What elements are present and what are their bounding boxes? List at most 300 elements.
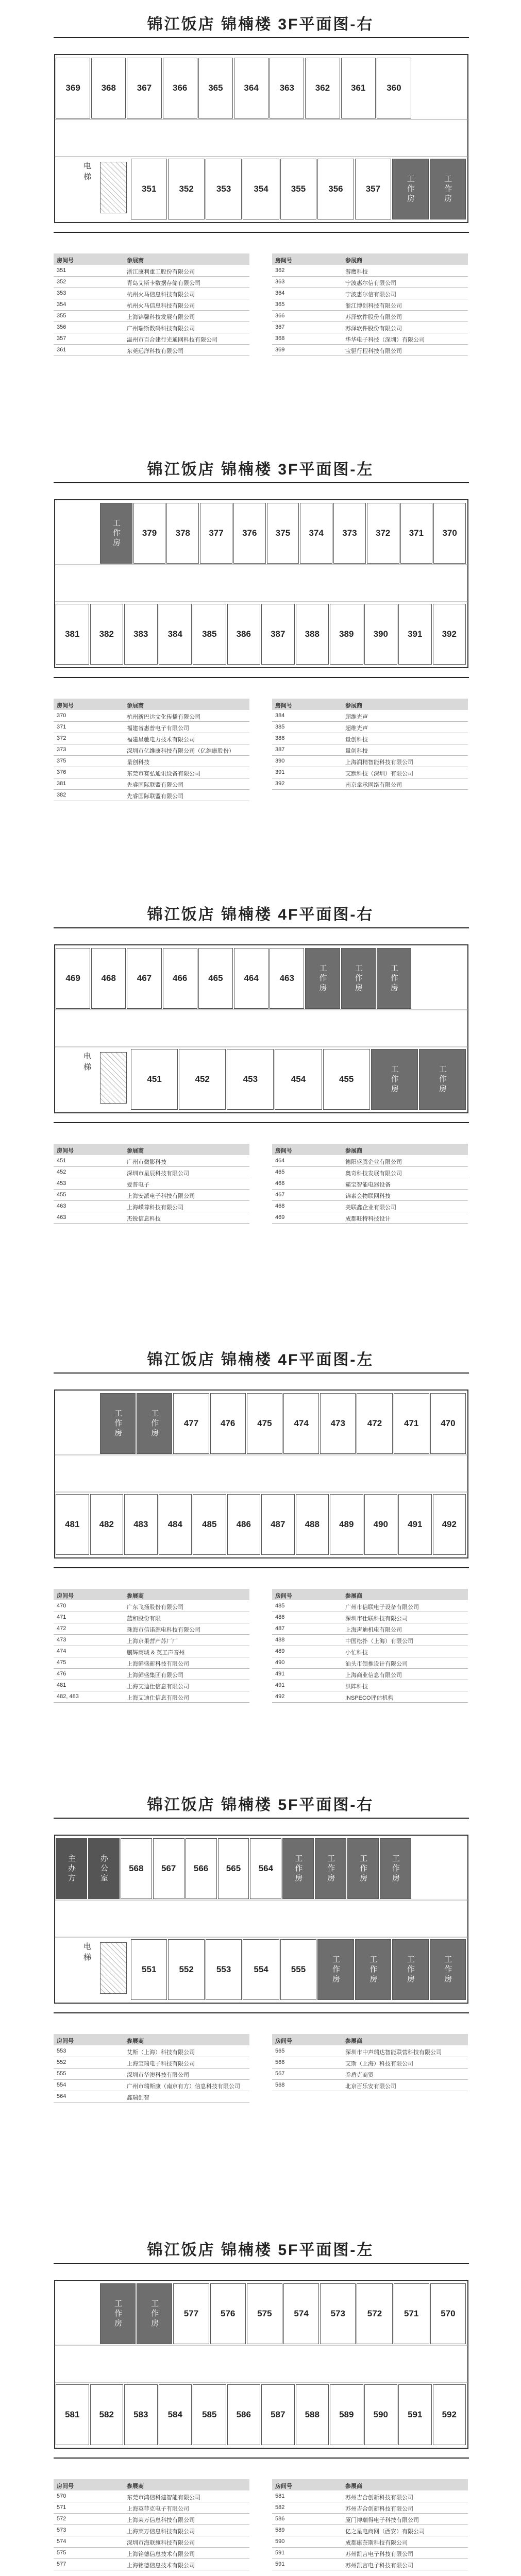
room-377: 377: [200, 503, 232, 564]
table-row: [54, 276, 249, 288]
room-355: 355: [280, 159, 316, 219]
room-number: 570: [57, 2493, 66, 2499]
room-number: 472: [57, 1625, 66, 1632]
room-376: 376: [233, 503, 266, 564]
exhibitor-name: 厦门博瑞得电子科技有限公司: [345, 2517, 419, 2523]
header-exhibitor: 参展商: [127, 1593, 144, 1599]
table-row: [54, 733, 249, 744]
table-row: [272, 755, 468, 767]
floor-plan: [54, 499, 469, 669]
room-number: 375: [57, 758, 66, 764]
table-row: [54, 767, 249, 778]
room-490: 490: [364, 1494, 398, 1555]
room-number: 553: [57, 2048, 66, 2054]
room-474: 474: [283, 1393, 319, 1454]
table-row: [272, 2502, 468, 2514]
exhibitor-name: 广州市信联电子设备有限公司: [345, 1604, 419, 1611]
room-573: 573: [320, 2283, 356, 2344]
exhibitor-name: 超维光声: [345, 714, 368, 720]
room-number: 474: [57, 1648, 66, 1654]
room-391: 391: [398, 604, 432, 665]
room-583: 583: [124, 2384, 158, 2445]
exhibitor-name: 乔盾克商贸: [345, 2072, 374, 2078]
room-364: 364: [234, 58, 268, 118]
exhibitor-name: 苏州凯言电子科技有限公司: [345, 2563, 413, 2569]
exhibitor-name: 上海艾迪仕信息有限公司: [127, 1684, 189, 1690]
floor-plan: [54, 1389, 469, 1559]
section-title: 锦江饭店 锦楠楼 4F平面图-右: [147, 906, 374, 923]
room-number: 463: [57, 1203, 66, 1209]
room-number: 351: [57, 267, 66, 274]
exhibitor-name: 蓝和股份有限: [127, 1616, 161, 1622]
room-375: 375: [267, 503, 299, 564]
room-483: 483: [124, 1494, 158, 1555]
table-row: [272, 778, 468, 790]
table-row: [54, 1680, 249, 1691]
room-number: 382: [57, 792, 66, 798]
room-number: 467: [275, 1192, 285, 1198]
plan-rule: [54, 1122, 469, 1123]
room-number: 488: [275, 1637, 285, 1643]
room-number: 366: [275, 313, 285, 319]
room-466: 466: [163, 948, 197, 1009]
room-number: 486: [275, 1614, 285, 1620]
table-row: [54, 1155, 249, 1167]
room-367: 367: [127, 58, 161, 118]
exhibitor-name: 苏泽软件股份有限公司: [345, 314, 402, 320]
room-number: 367: [275, 324, 285, 330]
room-564: 564: [250, 1838, 281, 1899]
exhibitor-name: 上海声迪机电有限公司: [345, 1627, 402, 1633]
room-471: 471: [394, 1393, 429, 1454]
table-row: [272, 1178, 468, 1190]
room-number: 363: [275, 279, 285, 285]
exhibitor-name: 福建星驰电力技术有限公司: [127, 737, 195, 743]
table-header: [272, 2034, 468, 2045]
table-row: [272, 744, 468, 756]
room-473: 473: [320, 1393, 356, 1454]
legend-table-left: [54, 699, 249, 801]
floor-section: [0, 1781, 521, 2226]
room-379: 379: [133, 503, 166, 564]
room-number: 466: [275, 1180, 285, 1187]
exhibitor-name: 温州市百合建行光通网科技有限公司: [127, 337, 217, 343]
room-number: 554: [57, 2082, 66, 2088]
room-382: 382: [90, 604, 124, 665]
workshop-room: 工作房: [317, 1939, 354, 2000]
table-row: [272, 1691, 468, 1703]
room-number: 586: [275, 2516, 285, 2522]
table-header: [272, 2479, 468, 2490]
room-585: 585: [193, 2384, 226, 2445]
room-number: 386: [275, 735, 285, 741]
table-row: [272, 1634, 468, 1646]
room-370: 370: [433, 503, 466, 564]
exhibitor-name: 杭州新巴达文化传播有限公司: [127, 714, 200, 720]
exhibitor-name: 深圳市仕联科技有限公司: [345, 1616, 408, 1622]
exhibitor-name: 深圳市华澳科技有限公司: [127, 2072, 189, 2078]
header-room-number: 房间号: [275, 2038, 292, 2044]
exhibitor-name: 上海锦馨科技发展有限公司: [127, 314, 195, 320]
room-452: 452: [179, 1049, 226, 1110]
room-468: 468: [91, 948, 126, 1009]
title-rule: [54, 37, 469, 38]
table-row: [272, 2490, 468, 2502]
workshop-room: 工作房: [100, 1393, 136, 1454]
room-number: 471: [57, 1614, 66, 1620]
table-row: [54, 1178, 249, 1190]
header-exhibitor: 参展商: [127, 2483, 144, 2489]
room-number: 356: [57, 324, 66, 330]
elevator-label: 电梯: [82, 1052, 91, 1074]
room-566: 566: [186, 1838, 217, 1899]
table-row: [54, 1166, 249, 1178]
exhibitor-name: 福建省惠普电子有限公司: [127, 725, 189, 732]
header-exhibitor: 参展商: [345, 2038, 362, 2044]
room-451: 451: [131, 1049, 178, 1110]
floor-plan: [54, 944, 469, 1114]
room-number: 575: [57, 2550, 66, 2556]
legend-table-right: [272, 699, 468, 789]
table-row: [272, 1657, 468, 1669]
plan-rule: [54, 1567, 469, 1568]
room-467: 467: [127, 948, 161, 1009]
exhibitor-name: 广州市瑞斯康（南京有方）信息科技有限公司: [127, 2083, 240, 2090]
table-row: [272, 767, 468, 778]
title-rule: [54, 927, 469, 928]
room-378: 378: [166, 503, 199, 564]
room-number: 589: [275, 2527, 285, 2533]
room-number: 565: [275, 2048, 285, 2054]
workshop-room: 工作房: [100, 503, 132, 564]
table-row: [54, 299, 249, 311]
table-header: [54, 253, 249, 265]
exhibitor-name: 美联鑫企业有限公司: [345, 1205, 396, 1211]
workshop-room: 工作房: [137, 1393, 172, 1454]
exhibitor-name: 上海鲜盛新科技有限公司: [127, 1661, 189, 1667]
room-363: 363: [270, 58, 304, 118]
legend-table-left: [54, 2479, 249, 2570]
floor-section: [0, 0, 521, 445]
table-header: [54, 699, 249, 710]
table-row: [272, 1200, 468, 1212]
exhibitor-name: 上海鲜盛集团有限公司: [127, 1672, 183, 1679]
elevator-label: 电梯: [82, 162, 91, 183]
room-453: 453: [227, 1049, 274, 1110]
room-number: 552: [57, 2059, 66, 2065]
table-row: [54, 2524, 249, 2536]
room-number: 353: [57, 290, 66, 296]
table-row: [272, 1189, 468, 1201]
section-title: 锦江饭店 锦楠楼 5F平面图-左: [147, 2242, 374, 2259]
exhibitor-name: 青岛艾斯卡数据存储有限公司: [127, 280, 200, 286]
section-title: 锦江饭店 锦楠楼 5F平面图-右: [147, 1797, 374, 1814]
room-482: 482: [90, 1494, 124, 1555]
room-number: 365: [275, 301, 285, 308]
title-rule: [54, 2263, 469, 2264]
room-481: 481: [56, 1494, 89, 1555]
table-header: [272, 1144, 468, 1155]
floor-plan: [54, 1834, 469, 2004]
table-row: [54, 265, 249, 277]
legend-table-left: [54, 2034, 249, 2102]
legend-table-right: [272, 253, 468, 355]
floor-section: [0, 1335, 521, 1781]
table-row: [54, 755, 249, 767]
table-row: [54, 2513, 249, 2525]
room-number: 482, 483: [57, 1693, 79, 1700]
room-554: 554: [243, 1939, 279, 2000]
room-384: 384: [159, 604, 192, 665]
room-number: 573: [57, 2527, 66, 2533]
legend-table-left: [54, 1144, 249, 1223]
exhibitor-name: 东莞市鸿信科建智能有限公司: [127, 2495, 200, 2501]
section-title: 锦江饭店 锦楠楼 3F平面图-左: [147, 461, 374, 478]
exhibitor-name: 广州市微影科技: [127, 1159, 166, 1165]
legend-table-left: [54, 1589, 249, 1702]
workshop-room: 工作房: [430, 159, 466, 219]
exhibitor-name: 上海安派电子科技有限公司: [127, 1193, 195, 1199]
table-row: [272, 344, 468, 356]
exhibitor-name: 爱普电子: [127, 1182, 149, 1188]
room-381: 381: [56, 604, 89, 665]
room-455: 455: [323, 1049, 370, 1110]
room-486: 486: [227, 1494, 261, 1555]
exhibitor-name: 先睿国际联盟有限公司: [127, 782, 183, 788]
section-title: 锦江饭店 锦楠楼 3F平面图-右: [147, 16, 374, 33]
room-574: 574: [283, 2283, 319, 2344]
exhibitor-name: 上海莱万信息科技有限公司: [127, 2517, 195, 2523]
header-room-number: 房间号: [57, 2038, 74, 2044]
room-number: 491: [275, 1671, 285, 1677]
exhibitor-name: 鑫瑞创智: [127, 2095, 149, 2101]
room-number: 566: [275, 2059, 285, 2065]
room-number: 361: [57, 347, 66, 353]
table-header: [272, 253, 468, 265]
table-row: [54, 710, 249, 722]
exhibitor-name: 宝驱行程科技有限公司: [345, 348, 402, 354]
room-369: 369: [56, 58, 90, 118]
exhibitor-name: 浙江康利重工股份有限公司: [127, 269, 195, 275]
room-number: 452: [57, 1169, 66, 1175]
room-number: 475: [57, 1659, 66, 1666]
room-373: 373: [333, 503, 366, 564]
exhibitor-name: 宁波惠尔信有限公司: [345, 292, 396, 298]
table-row: [54, 744, 249, 756]
room-number: 451: [57, 1158, 66, 1164]
exhibitor-name: 锦素会物联网科技: [345, 1193, 391, 1199]
table-row: [54, 2502, 249, 2514]
header-exhibitor: 参展商: [345, 2483, 362, 2489]
table-row: [272, 287, 468, 299]
room-number: 591: [275, 2550, 285, 2556]
table-row: [272, 299, 468, 311]
floor-plan: [54, 54, 469, 224]
header-exhibitor: 参展商: [127, 703, 144, 709]
room-491: 491: [398, 1494, 432, 1555]
room-365: 365: [198, 58, 233, 118]
room-number: 491: [275, 1682, 285, 1688]
room-485: 485: [193, 1494, 226, 1555]
workshop-room: 工作房: [371, 1049, 418, 1110]
workshop-room: 工作房: [282, 1838, 314, 1899]
plan-rule: [54, 232, 469, 233]
legend-table-right: [272, 1144, 468, 1223]
room-575: 575: [247, 2283, 282, 2344]
exhibitor-name: 汕头市领推设计有限公司: [345, 1661, 408, 1667]
room-number: 373: [57, 747, 66, 753]
table-row: [272, 2079, 468, 2091]
room-470: 470: [430, 1393, 466, 1454]
exhibitor-name: 上海铭德信息技术有限公司: [127, 2551, 195, 2557]
exhibitor-name: 量创科技: [127, 759, 149, 766]
table-row: [272, 1155, 468, 1167]
header-room-number: 房间号: [275, 258, 292, 264]
room-465: 465: [198, 948, 233, 1009]
office-room: 主办方: [56, 1838, 87, 1899]
room-number: 464: [275, 1158, 285, 1164]
workshop-room: 工作房: [355, 1939, 391, 2000]
table-row: [272, 333, 468, 345]
table-row: [54, 287, 249, 299]
table-row: [272, 1600, 468, 1612]
floor-section: [0, 445, 521, 890]
room-number: 376: [57, 769, 66, 775]
workshop-room: 工作房: [137, 2283, 172, 2344]
exhibitor-name: 鹏辉商城 & 英工声音州: [127, 1650, 185, 1656]
room-number: 352: [57, 279, 66, 285]
room-number: 571: [57, 2504, 66, 2511]
room-476: 476: [210, 1393, 246, 1454]
table-row: [54, 1657, 249, 1669]
room-number: 590: [275, 2538, 285, 2545]
table-row: [272, 733, 468, 744]
table-row: [272, 2524, 468, 2536]
room-484: 484: [159, 1494, 192, 1555]
header-room-number: 房间号: [57, 258, 74, 264]
table-row: [54, 1623, 249, 1635]
room-number: 469: [275, 1214, 285, 1221]
room-487: 487: [261, 1494, 295, 1555]
room-number: 362: [275, 267, 285, 274]
elevator-shaft: [100, 162, 127, 213]
floor-section: [0, 2226, 521, 2576]
exhibitor-name: 上海艾迪仕信息有限公司: [127, 1695, 189, 1701]
table-row: [272, 1612, 468, 1623]
room-354: 354: [243, 159, 279, 219]
header-exhibitor: 参展商: [345, 1148, 362, 1154]
room-584: 584: [159, 2384, 192, 2445]
table-row: [272, 2057, 468, 2069]
header-room-number: 房间号: [275, 2483, 292, 2489]
table-row: [54, 2558, 249, 2570]
room-number: 370: [57, 713, 66, 719]
table-row: [272, 710, 468, 722]
table-row: [54, 2490, 249, 2502]
exhibitor-name: 上海英菲克电子有限公司: [127, 2506, 189, 2512]
room-number: 481: [57, 1682, 66, 1688]
exhibitor-name: 霸宝智能电器设备: [345, 1182, 391, 1188]
table-row: [272, 1623, 468, 1635]
room-475: 475: [247, 1393, 282, 1454]
elevator-shaft: [100, 1942, 127, 1994]
exhibitor-name: 上海嵘尊科技有限公司: [127, 1205, 183, 1211]
room-number: 581: [275, 2493, 285, 2499]
exhibitor-name: 洪阵科技: [345, 1684, 368, 1690]
exhibitor-name: 先睿国际联盟有限公司: [127, 793, 183, 800]
table-row: [54, 2079, 249, 2091]
room-576: 576: [210, 2283, 246, 2344]
room-477: 477: [173, 1393, 209, 1454]
table-row: [54, 2068, 249, 2080]
exhibitor-name: 苏州吉合创新科技有限公司: [345, 2495, 413, 2501]
table-row: [54, 1200, 249, 1212]
room-464: 464: [234, 948, 268, 1009]
room-number: 567: [275, 2071, 285, 2077]
exhibitor-name: 上海铭德信息技术有限公司: [127, 2563, 195, 2569]
room-592: 592: [433, 2384, 466, 2445]
exhibitor-name: 浙江博创科技有限公司: [345, 303, 402, 309]
room-number: 364: [275, 290, 285, 296]
exhibitor-name: 深圳市海联旗科技有限公司: [127, 2540, 195, 2546]
room-number: 455: [57, 1192, 66, 1198]
exhibitor-name: INSPECO评估机构: [345, 1695, 394, 1701]
room-number: 385: [275, 724, 285, 730]
exhibitor-name: 珠海市信诺源电科技有限公司: [127, 1627, 200, 1633]
table-row: [272, 2068, 468, 2080]
plan-rule: [54, 677, 469, 678]
room-number: 368: [275, 335, 285, 342]
room-588: 588: [296, 2384, 329, 2445]
legend-table-left: [54, 253, 249, 355]
table-row: [272, 2045, 468, 2057]
table-row: [272, 310, 468, 322]
room-389: 389: [330, 604, 363, 665]
room-551: 551: [131, 1939, 167, 2000]
workshop-room: 工作房: [392, 159, 428, 219]
room-number: 453: [57, 1180, 66, 1187]
title-rule: [54, 1372, 469, 1374]
exhibitor-name: 广州瑞斯数码科技有限公司: [127, 326, 195, 332]
exhibitor-name: 东莞市赛弘通讯设备有限公司: [127, 771, 200, 777]
room-463: 463: [270, 948, 304, 1009]
room-372: 372: [367, 503, 399, 564]
exhibitor-name: 上海莱万信息科技有限公司: [127, 2529, 195, 2535]
room-469: 469: [56, 948, 90, 1009]
exhibitor-name: 东莞远洋科技有限公司: [127, 348, 183, 354]
title-rule: [54, 1818, 469, 1819]
room-number: 371: [57, 724, 66, 730]
workshop-room: 工作房: [305, 948, 340, 1009]
workshop-room: 工作房: [392, 1939, 428, 2000]
room-number: 490: [275, 1659, 285, 1666]
room-360: 360: [377, 58, 411, 118]
exhibitor-name: 宁波惠尔信有限公司: [345, 280, 396, 286]
room-582: 582: [90, 2384, 124, 2445]
room-572: 572: [357, 2283, 392, 2344]
room-366: 366: [163, 58, 197, 118]
room-488: 488: [296, 1494, 329, 1555]
header-exhibitor: 参展商: [345, 258, 362, 264]
header-room-number: 房间号: [57, 703, 74, 709]
exhibitor-name: 杭州火马信息科技有限公司: [127, 303, 195, 309]
table-row: [272, 265, 468, 277]
table-row: [54, 2045, 249, 2057]
exhibitor-name: 超维光声: [345, 725, 368, 732]
table-row: [54, 2057, 249, 2069]
room-357: 357: [355, 159, 391, 219]
room-565: 565: [218, 1838, 249, 1899]
